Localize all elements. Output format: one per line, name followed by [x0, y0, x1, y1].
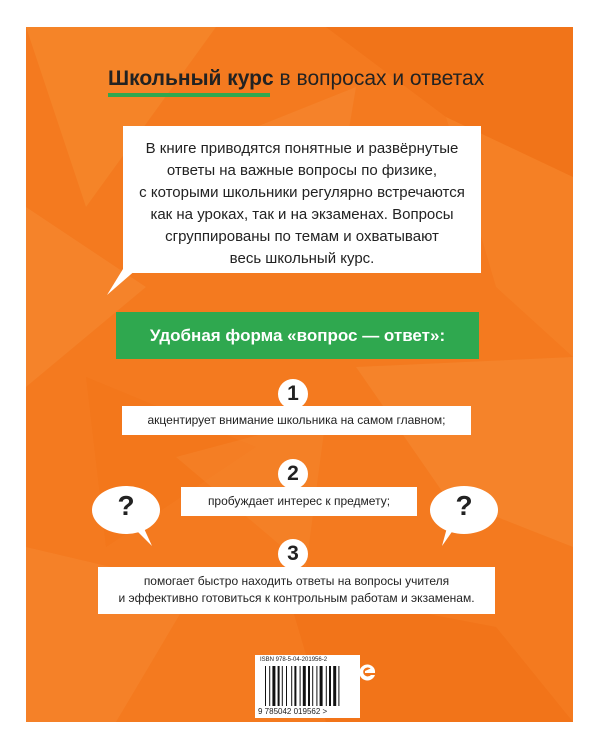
description-speech-box	[123, 126, 481, 273]
description-line: весь школьный курс.	[229, 250, 375, 267]
question-bubble-left	[90, 482, 162, 546]
isbn-label: ISBN 978-5-04-201956-2	[260, 657, 328, 663]
point-text: акцентирует внимание школьника на самом главном;	[147, 413, 446, 427]
series-title	[108, 67, 484, 91]
point-box-2	[181, 487, 417, 516]
point-box-1	[122, 406, 471, 435]
point-box-3	[98, 567, 495, 614]
heading-banner: Удобная форма «вопрос — ответ»:	[116, 312, 479, 359]
point-text: и эффективно готовиться к контрольным работам и экзаменам.	[118, 591, 475, 605]
point-text: помогает быстро находить ответы на вопросы учителя	[143, 574, 450, 588]
question-mark-left: ?	[117, 490, 135, 521]
publisher-logo-icon	[357, 660, 379, 682]
speech-tail	[107, 269, 137, 295]
barcode	[255, 655, 360, 718]
point-number-1: 1	[278, 379, 308, 409]
description-line: ответы на важные вопросы по физике,	[166, 162, 438, 179]
series-underline	[108, 93, 270, 97]
point-number-2: 2	[278, 459, 308, 489]
description-line: как на уроках, так и на экзаменах. Вопросы	[150, 206, 454, 223]
series-title-bold: Школьный курс	[108, 67, 274, 90]
description-line: сгруппированы по темам и охватывают	[165, 228, 439, 245]
point-text: пробуждает интерес к предмету;	[207, 494, 391, 508]
series-title-rest: в вопросах и ответах	[279, 67, 485, 90]
question-bubble-right	[428, 482, 500, 546]
description-line: с которыми школьники регулярно встречаются	[139, 184, 465, 201]
point-number-3: 3	[278, 539, 308, 569]
description-line: В книге приводятся понятные и развёрнутые	[145, 140, 459, 157]
book-back-cover	[26, 27, 573, 722]
question-mark-right: ?	[455, 490, 473, 521]
barcode-digits: 9 785042 019562 >	[258, 707, 328, 716]
